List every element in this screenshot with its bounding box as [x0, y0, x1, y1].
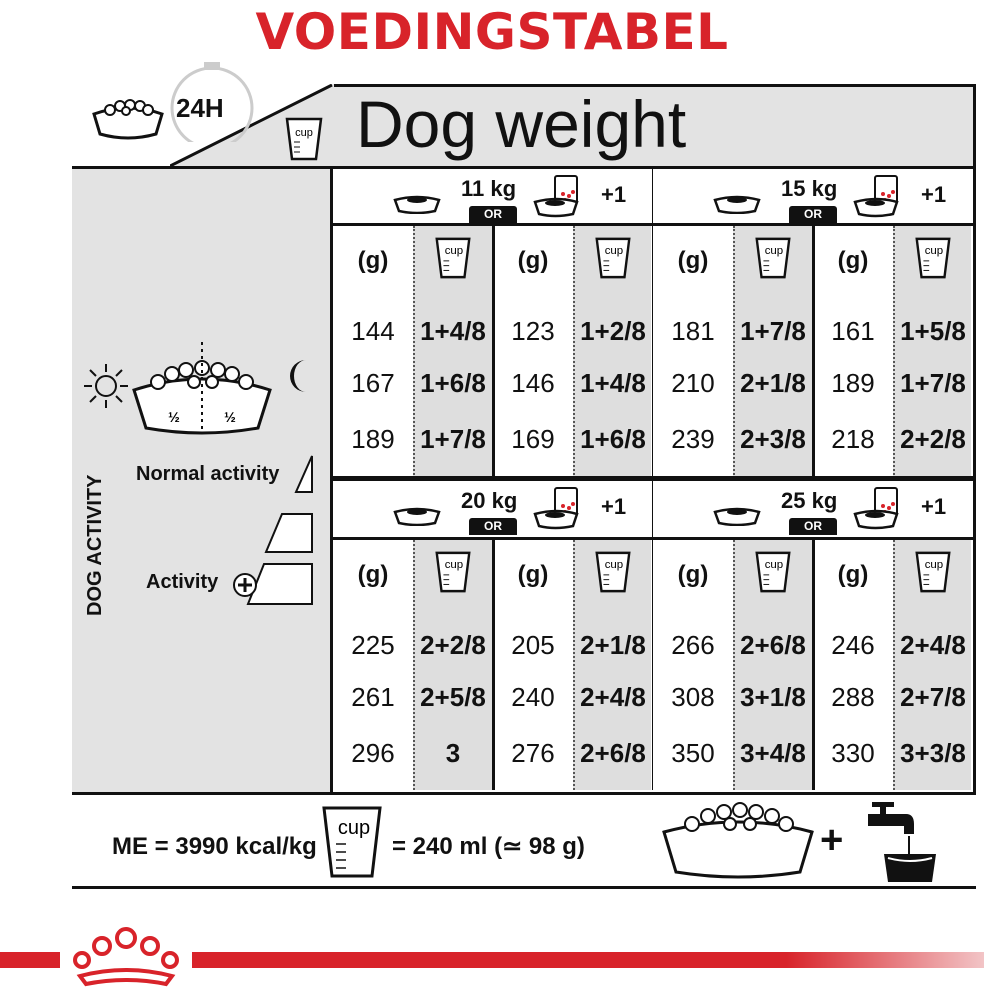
svg-text:½: ½ [224, 409, 236, 425]
cups-value: 1+7/8 [740, 316, 806, 346]
grams-header: (g) [837, 561, 869, 588]
water-tap-icon [862, 798, 942, 886]
cups-value: 1+7/8 [900, 368, 966, 398]
divider [72, 792, 976, 795]
grams-value: 308 [671, 682, 715, 712]
energy-value: ME = 3990 kcal/kg [112, 833, 317, 860]
svg-text:cup: cup [444, 559, 464, 572]
grams-value: 266 [671, 630, 715, 660]
half-bowl-icon [128, 342, 276, 436]
dog-weight-heading: Dog weight [356, 87, 687, 161]
cups-value: 2+2/8 [420, 630, 486, 660]
normal-activity-label: Normal activity [136, 463, 280, 485]
grams-header: (g) [357, 561, 389, 588]
grams-value: 169 [511, 424, 555, 454]
plus-sign: + [820, 818, 844, 862]
weight-label: 11 kg [461, 176, 517, 201]
grams-value: 167 [351, 368, 395, 398]
cups-value: 1+6/8 [420, 368, 486, 398]
svg-text:cup: cup [337, 817, 371, 839]
grams-value: 261 [351, 682, 395, 712]
grams-value: 181 [671, 316, 715, 346]
plus-circle-icon [232, 572, 258, 598]
plus-one-label: +1 [921, 494, 947, 519]
cup-icon [753, 550, 793, 594]
wet-food-bowl-icon [533, 486, 585, 530]
cup-icon [913, 550, 953, 594]
svg-text:cup: cup [924, 245, 944, 258]
cups-value: 1+2/8 [580, 316, 646, 346]
wet-food-bowl-icon [853, 174, 905, 218]
period-label: 24H [176, 93, 224, 123]
cups-value: 1+5/8 [900, 316, 966, 346]
bowl-icon [86, 96, 170, 140]
grams-header: (g) [677, 247, 709, 274]
crown-logo-icon [66, 924, 186, 988]
grams-value: 189 [351, 424, 395, 454]
sun-icon [82, 362, 130, 410]
wet-food-bowl-icon [853, 486, 905, 530]
or-badge: OR [789, 206, 837, 223]
cups-value: 3 [445, 738, 461, 768]
brand-stripe [0, 952, 60, 968]
grams-header: (g) [837, 247, 869, 274]
divider [72, 886, 976, 889]
svg-text:½: ½ [168, 409, 180, 425]
grams-header: (g) [517, 561, 549, 588]
cups-value: 2+2/8 [900, 424, 966, 454]
plus-one-label: +1 [921, 182, 947, 207]
grams-value: 276 [511, 738, 555, 768]
plus-one-label: +1 [601, 182, 627, 207]
cups-value: 1+7/8 [420, 424, 486, 454]
activity-plus-label: Activity [146, 571, 219, 593]
svg-text:cup: cup [444, 245, 464, 258]
grams-header: (g) [357, 247, 389, 274]
cups-value: 1+4/8 [580, 368, 646, 398]
grams-header: (g) [677, 561, 709, 588]
grams-header: (g) [517, 247, 549, 274]
cups-value: 2+7/8 [900, 682, 966, 712]
weight-label: 20 kg [461, 488, 518, 513]
cup-icon [433, 236, 473, 280]
weight-label: 15 kg [781, 176, 838, 201]
plus-one-label: +1 [601, 494, 627, 519]
grams-value: 210 [671, 368, 715, 398]
svg-text:cup: cup [764, 245, 784, 258]
grams-value: 123 [511, 316, 555, 346]
grams-value: 144 [351, 316, 395, 346]
or-badge: OR [469, 518, 517, 535]
grams-value: 330 [831, 738, 875, 768]
grams-value: 288 [831, 682, 875, 712]
food-bowl-icon [660, 800, 816, 880]
grams-value: 350 [671, 738, 715, 768]
cups-value: 2+1/8 [580, 630, 646, 660]
cups-value: 2+4/8 [900, 630, 966, 660]
divider [72, 166, 332, 169]
cup-icon [433, 550, 473, 594]
moon-icon [284, 356, 314, 396]
grams-value: 296 [351, 738, 395, 768]
cups-value: 3+3/8 [900, 738, 966, 768]
or-badge: OR [789, 518, 837, 535]
svg-text:cup: cup [604, 559, 624, 572]
cups-value: 1+4/8 [420, 316, 486, 346]
grams-value: 225 [351, 630, 395, 660]
cup-icon-large [320, 804, 384, 880]
cup-icon [753, 236, 793, 280]
wet-food-bowl-icon [533, 174, 585, 218]
cups-value: 2+1/8 [740, 368, 806, 398]
cups-value: 2+5/8 [420, 682, 486, 712]
svg-text:cup: cup [764, 559, 784, 572]
cup-icon [593, 236, 633, 280]
or-badge: OR [469, 206, 517, 223]
cup-icon [593, 550, 633, 594]
cups-value: 2+6/8 [580, 738, 646, 768]
cups-value: 2+4/8 [580, 682, 646, 712]
svg-text:cup: cup [604, 245, 624, 258]
cup-icon [913, 236, 953, 280]
brand-stripe [192, 952, 984, 968]
cup-icon [284, 116, 324, 162]
grams-value: 246 [831, 630, 875, 660]
cups-value: 3+1/8 [740, 682, 806, 712]
divider [330, 476, 976, 479]
grams-value: 161 [831, 316, 875, 346]
grams-value: 218 [831, 424, 875, 454]
svg-text:cup: cup [924, 559, 944, 572]
grams-value: 189 [831, 368, 875, 398]
svg-text:cup: cup [295, 127, 313, 139]
cup-volume: = 240 ml (≃ 98 g) [392, 833, 585, 860]
cups-value: 2+3/8 [740, 424, 806, 454]
dog-activity-label: DOG ACTIVITY [84, 474, 106, 616]
cups-value: 2+6/8 [740, 630, 806, 660]
grams-value: 240 [511, 682, 555, 712]
bowl-icon [393, 504, 441, 526]
grams-value: 239 [671, 424, 715, 454]
bowl-icon [713, 192, 761, 214]
bowl-icon [713, 504, 761, 526]
grams-value: 146 [511, 368, 555, 398]
weight-label: 25 kg [781, 488, 838, 513]
grams-value: 205 [511, 630, 555, 660]
cups-value: 3+4/8 [740, 738, 806, 768]
cups-value: 1+6/8 [580, 424, 646, 454]
bowl-icon [393, 192, 441, 214]
page-title: VOEDINGSTABEL [255, 3, 729, 61]
